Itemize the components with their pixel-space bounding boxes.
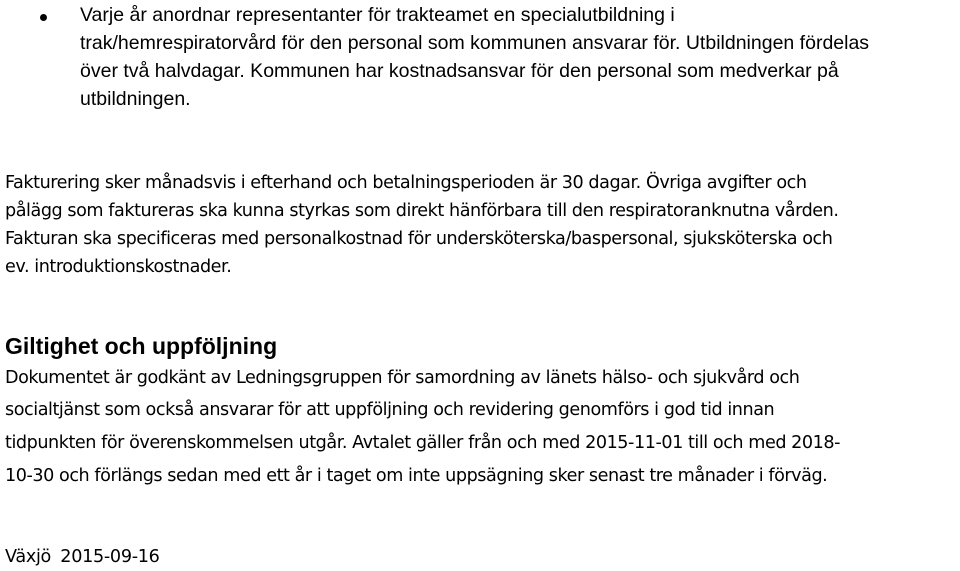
bullet-text-line: utbildningen. <box>80 88 191 110</box>
bullet-dot <box>40 14 47 21</box>
bullet-text-line: över två halvdagar. Kommunen har kostnadsansvar för den personal som medverkar på <box>80 60 839 82</box>
place-date: Växjö 2015-09-16 <box>5 547 160 567</box>
bullet-text-line: Varje år anordnar representanter för trakteamet en specialutbildning i <box>80 4 675 26</box>
billing-text-line: ev. introduktionskostnader. <box>5 257 232 277</box>
bullet-text-line: trak/hemrespiratorvård för den personal som kommunen ansvarar för. Utbildningen fördelas <box>80 32 870 54</box>
section-heading: Giltighet och uppföljning <box>5 333 278 359</box>
validity-text-line: 10-30 och förlängs sedan med ett år i taget om inte uppsägning sker senast tre månader i förväg. <box>5 466 828 486</box>
billing-text-line: pålägg som faktureras ska kunna styrkas som direkt hänförbara till den respiratoranknutna vården. <box>5 201 839 221</box>
validity-text-line: tidpunkten för överenskommelsen utgår. Avtalet gäller från och med 2015-11-01 till och med 2018- <box>5 433 841 453</box>
billing-text-line: Fakturan ska specificeras med personalkostnad för undersköterska/baspersonal, sjuksköterska och <box>5 229 833 249</box>
billing-text-line: Fakturering sker månadsvis i efterhand och betalningsperioden är 30 dagar. Övriga avgifter och <box>5 173 807 193</box>
validity-text-line: Dokumentet är godkänt av Ledningsgruppen för samordning av länets hälso- och sjukvård och <box>5 368 800 388</box>
validity-text-line: socialtjänst som också ansvarar för att uppföljning och revidering genomförs i god tid innan <box>5 400 775 420</box>
